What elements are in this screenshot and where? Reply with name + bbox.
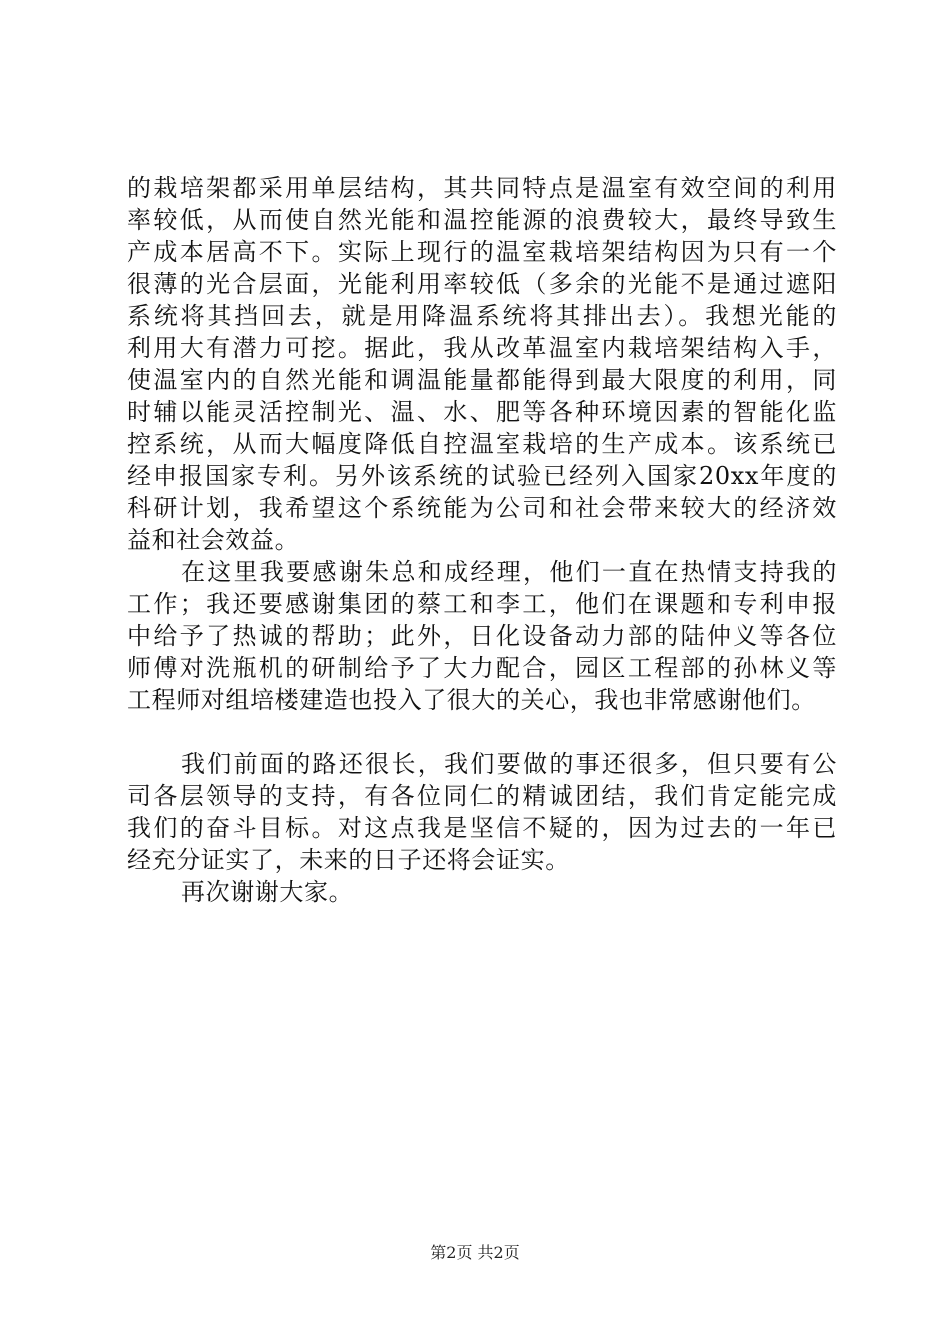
text-line: 率较低，从而使自然光能和温控能源的浪费较大，最终导致生 bbox=[127, 206, 837, 234]
text-line: 的栽培架都采用单层结构，其共同特点是温室有效空间的利用 bbox=[127, 174, 837, 202]
text-line: 中给予了热诚的帮助；此外，日化设备动力部的陆仲义等各位 bbox=[127, 622, 837, 650]
page-footer: 第2页 共2页 bbox=[430, 1243, 520, 1262]
text-line: 经充分证实了，未来的日子还将会证实。 bbox=[127, 846, 570, 874]
text-line: 科研计划，我希望这个系统能为公司和社会带来较大的经济效 bbox=[127, 494, 837, 522]
text-line: 在这里我要感谢朱总和成经理，他们一直在热情支持我的 bbox=[181, 558, 837, 586]
text-line: 我们前面的路还很长，我们要做的事还很多，但只要有公 bbox=[181, 750, 837, 778]
text-line: 我们的奋斗目标。对这点我是坚信不疑的，因为过去的一年已 bbox=[127, 814, 837, 842]
text-line: 工作；我还要感谢集团的蔡工和李工，他们在课题和专利申报 bbox=[127, 590, 837, 618]
text-line: 控系统，从而大幅度降低自控温室栽培的生产成本。该系统已 bbox=[127, 430, 837, 458]
text-line: 益和社会效益。 bbox=[127, 526, 300, 554]
text-line: 经申报国家专利。另外该系统的试验已经列入国家20xx年度的 bbox=[127, 462, 837, 490]
text-line: 利用大有潜力可挖。据此，我从改革温室内栽培架结构入手， bbox=[127, 334, 837, 362]
paragraph-gap bbox=[127, 716, 837, 748]
text-line: 使温室内的自然光能和调温能量都能得到最大限度的利用，同 bbox=[127, 366, 837, 394]
text-line: 再次谢谢大家。 bbox=[181, 878, 354, 906]
body-text bbox=[127, 172, 837, 908]
text-line: 很薄的光合层面，光能利用率较低（多余的光能不是通过遮阳 bbox=[127, 270, 837, 298]
text-line: 系统将其挡回去，就是用降温系统将其排出去）。我想光能的 bbox=[127, 302, 837, 330]
text-line: 工程师对组培楼建造也投入了很大的关心，我也非常感谢他们。 bbox=[127, 686, 816, 714]
text-line: 时辅以能灵活控制光、温、水、肥等各种环境因素的智能化监 bbox=[127, 398, 837, 426]
text-line: 司各层领导的支持，有各位同仁的精诚团结，我们肯定能完成 bbox=[127, 782, 837, 810]
text-line: 产成本居高不下。实际上现行的温室栽培架结构因为只有一个 bbox=[127, 238, 837, 266]
text-line: 师傅对洗瓶机的研制给予了大力配合，园区工程部的孙林义等 bbox=[127, 654, 837, 682]
